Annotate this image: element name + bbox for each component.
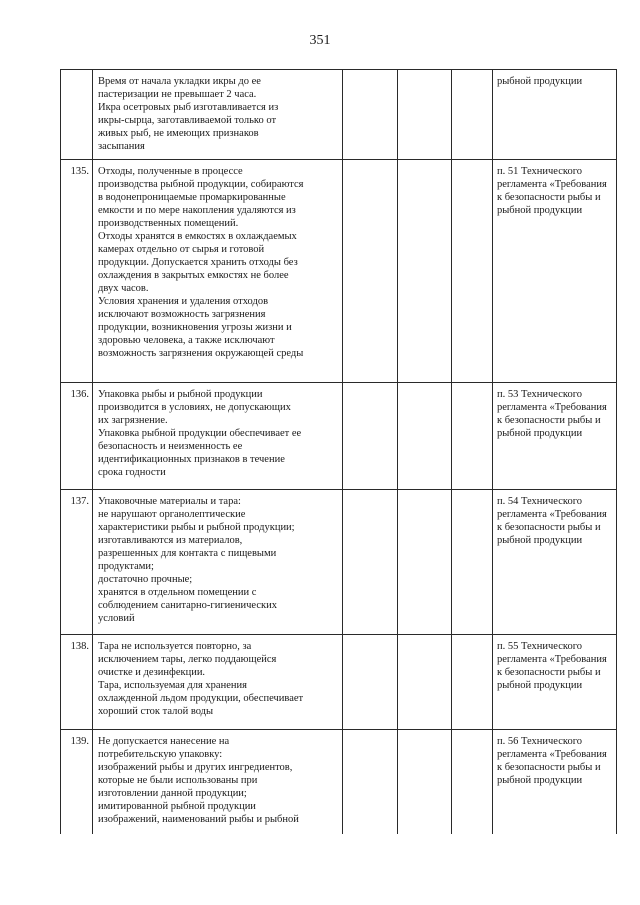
requirement-text: Не допускается нанесение на потребительскую упаковку: изображений рыбы и других ингредиентов, которые не были использованы при изготовлении данной продукции; имитированной рыбной продукции изображений, наименований рыбы и рыбной <box>93 730 343 834</box>
blank-cell <box>452 160 493 383</box>
blank-cell <box>398 160 452 383</box>
row-number: 135. <box>61 160 93 383</box>
table-row <box>61 383 617 490</box>
regulation-reference: п. 54 Технического регламента «Требования к безопасности рыбы и рыбной продукции <box>493 490 617 635</box>
blank-cell <box>398 635 452 730</box>
blank-cell <box>398 490 452 635</box>
blank-cell <box>452 70 493 160</box>
blank-cell <box>343 490 398 635</box>
table-row <box>61 490 617 635</box>
requirement-text: Тара не используется повторно, за исключением тары, легко поддающейся очистке и дезинфекции. Тара, используемая для хранения охлажденной льдом продукции, обеспечивает хороший сток талой воды <box>93 635 343 730</box>
table-row <box>61 160 617 383</box>
blank-cell <box>343 70 398 160</box>
blank-cell <box>452 490 493 635</box>
row-number <box>61 70 93 160</box>
blank-cell <box>343 635 398 730</box>
requirements-table <box>60 69 617 834</box>
regulation-reference: п. 56 Технического регламента «Требования к безопасности рыбы и рыбной продукции <box>493 730 617 834</box>
requirement-text: Упаковка рыбы и рыбной продукции производится в условиях, не допускающих их загрязнение. Упаковка рыбной продукции обеспечивает ее безопасность и неизменность ее идентификационных признаков в течение срока годности <box>93 383 343 490</box>
row-number: 137. <box>61 490 93 635</box>
requirement-text: Упаковочные материалы и тара: не нарушают органолептические характеристики рыбы и рыбной продукции; изготавливаются из материалов, разрешенных для контакта с пищевыми продуктами; достаточно прочные; хранятся в отдельном помещении с соблюдением санитарно-гигиенических условий <box>93 490 343 635</box>
regulation-reference: рыбной продукции <box>493 70 617 160</box>
regulation-reference: п. 51 Технического регламента «Требования к безопасности рыбы и рыбной продукции <box>493 160 617 383</box>
table-row <box>61 730 617 834</box>
blank-cell <box>343 730 398 834</box>
blank-cell <box>398 730 452 834</box>
regulation-reference: п. 55 Технического регламента «Требования к безопасности рыбы и рыбной продукции <box>493 635 617 730</box>
blank-cell <box>398 383 452 490</box>
blank-cell <box>398 70 452 160</box>
row-number: 139. <box>61 730 93 834</box>
blank-cell <box>452 383 493 490</box>
blank-cell <box>343 383 398 490</box>
row-number: 138. <box>61 635 93 730</box>
row-number: 136. <box>61 383 93 490</box>
table-row <box>61 635 617 730</box>
table-row <box>61 70 617 160</box>
requirement-text: Время от начала укладки икры до ее пастеризации не превышает 2 часа. Икра осетровых рыб изготавливается из икры-сырца, заготавливаемой только от живых рыб, не имеющих признаков засыпания <box>93 70 343 160</box>
requirement-text: Отходы, полученные в процессе производства рыбной продукции, собираются в водонепроницаемые промаркированные емкости и по мере накопления удаляются из производственных помещений. Отходы хранятся в емкостях в охлаждаемых камерах отдельно от сырья и готовой продукции. Допускается хранить отходы без охлаждения в закрытых емкостях не более двух часов. Условия хранения и удаления отходов исключают возможность загрязнения продукции, возникновения угрозы жизни и здоровью человека, а также исключают возможность загрязнения окружающей среды <box>93 160 343 383</box>
blank-cell <box>452 730 493 834</box>
blank-cell <box>343 160 398 383</box>
regulation-reference: п. 53 Технического регламента «Требования к безопасности рыбы и рыбной продукции <box>493 383 617 490</box>
page-number: 351 <box>309 33 331 48</box>
blank-cell <box>452 635 493 730</box>
